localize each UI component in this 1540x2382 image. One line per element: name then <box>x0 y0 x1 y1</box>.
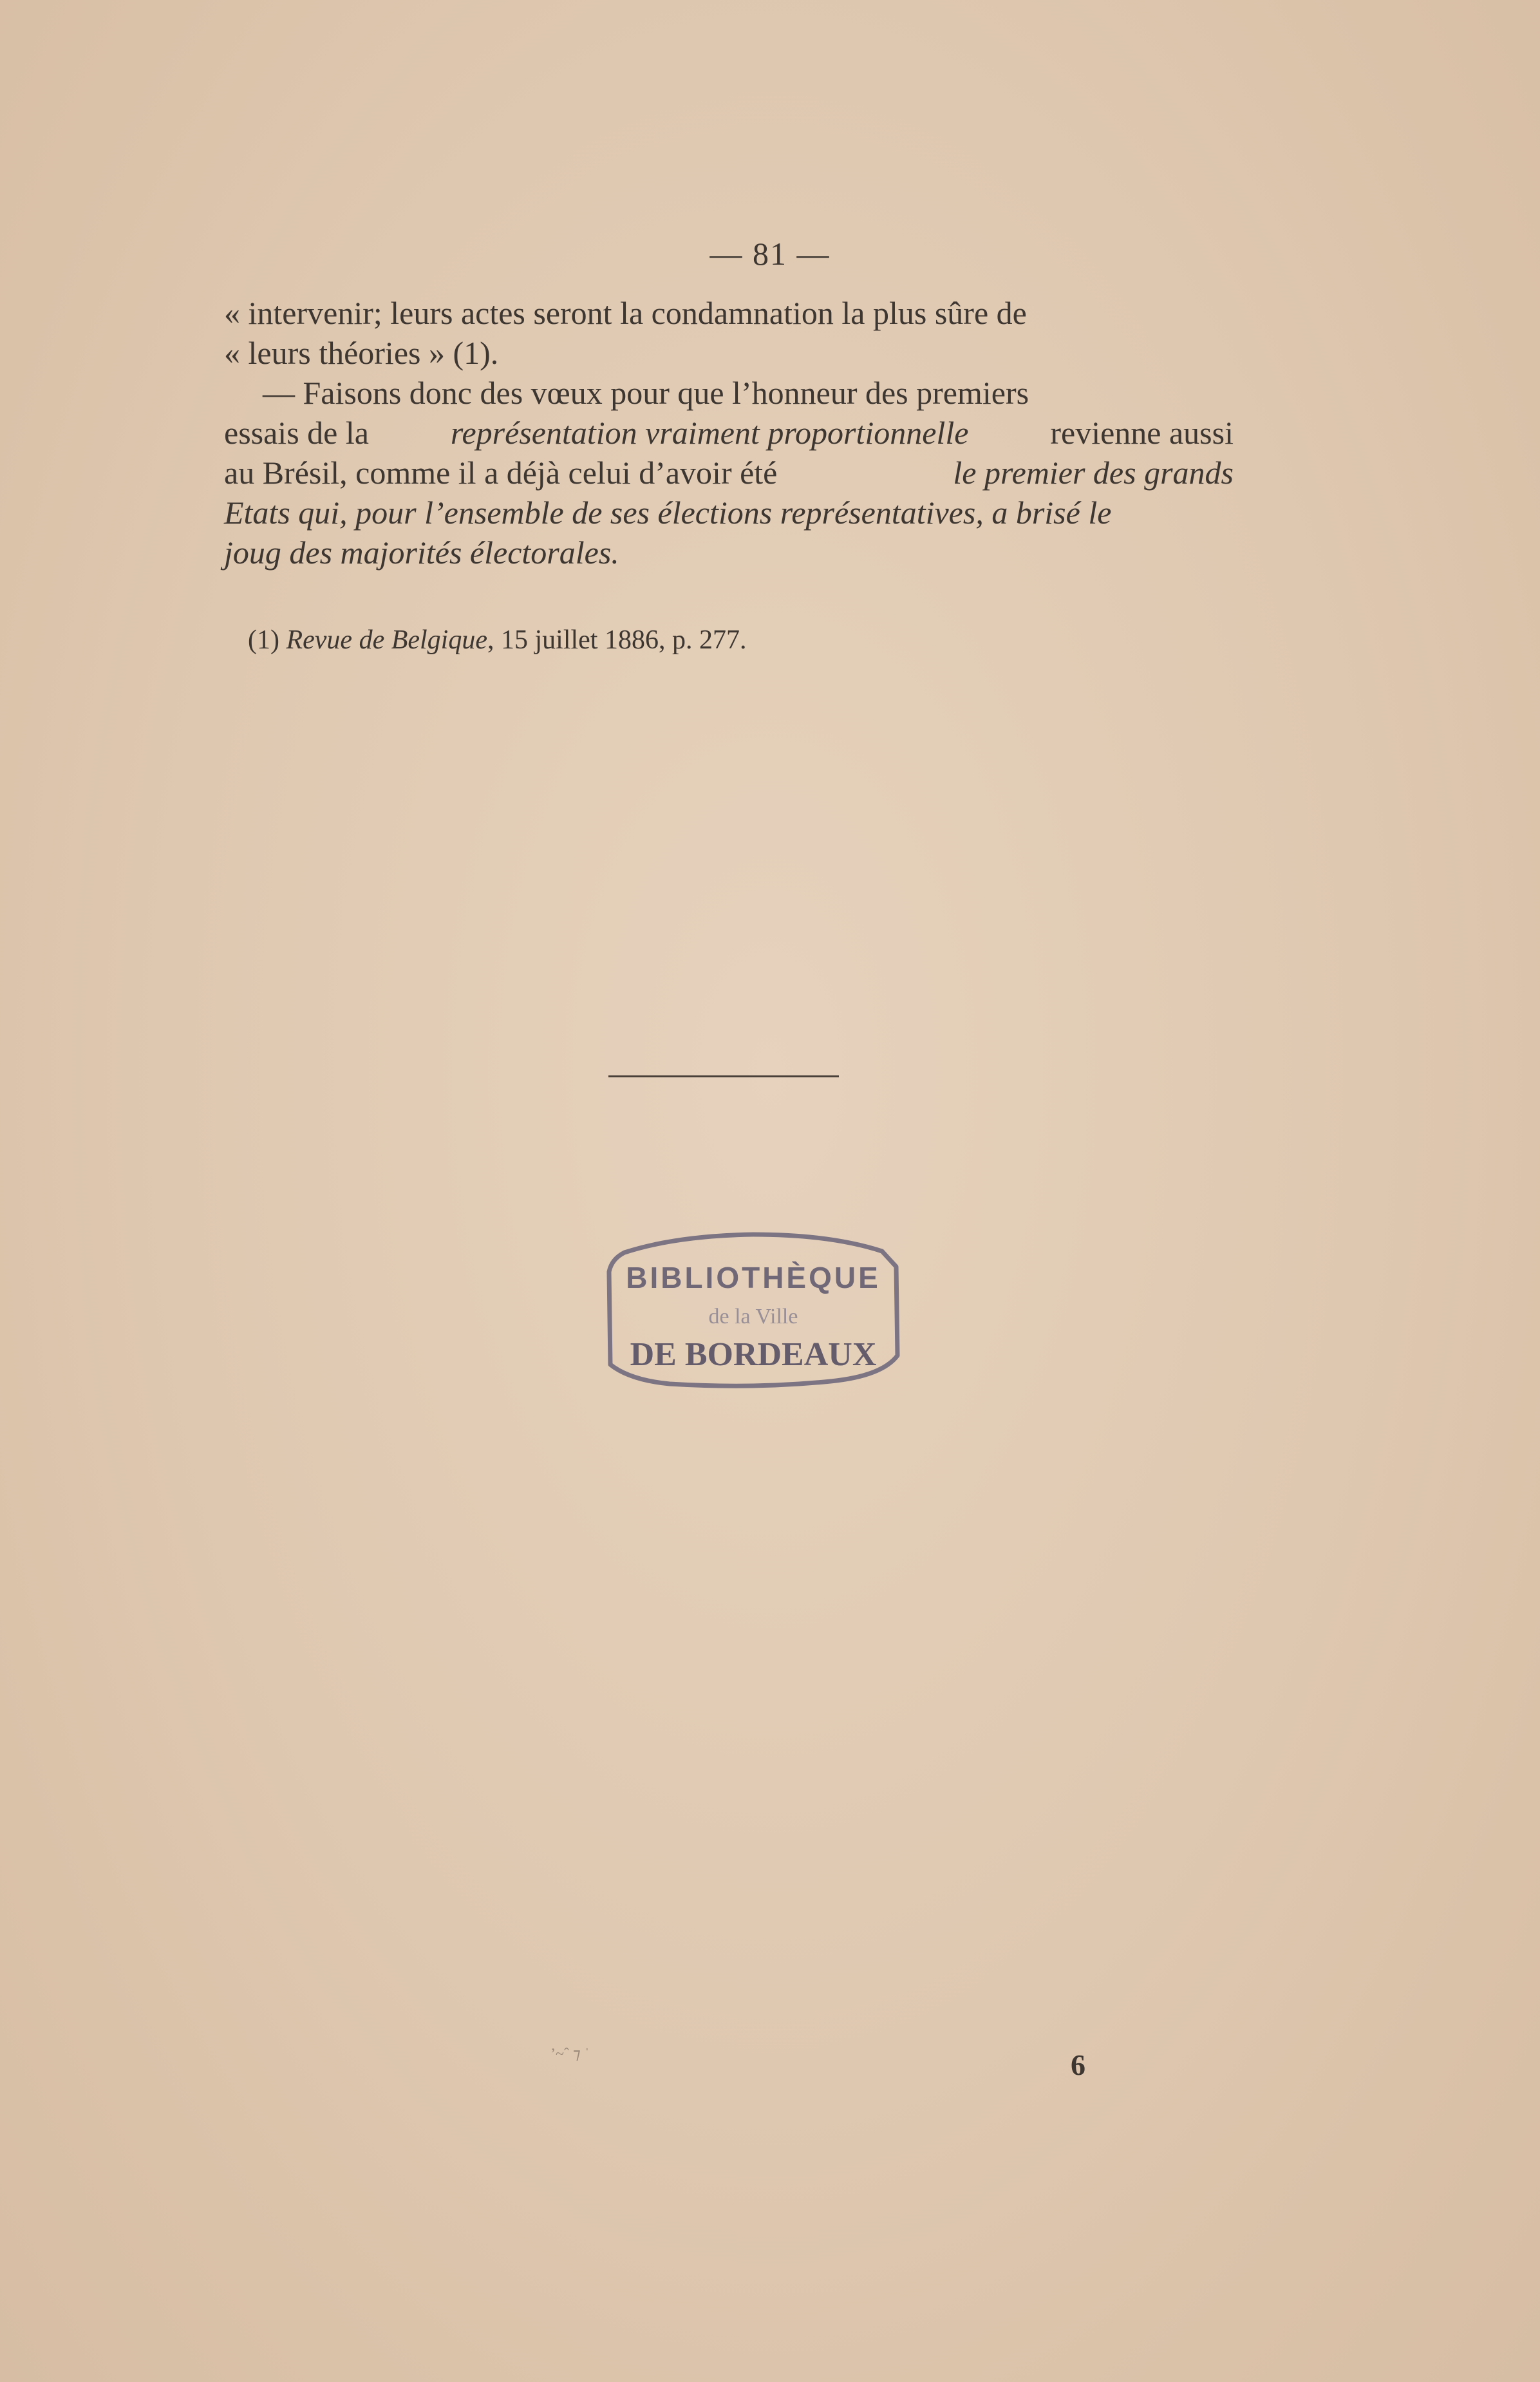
text-line-5 <box>224 453 1234 493</box>
library-stamp <box>599 1227 908 1394</box>
bottom-mark: ʼ~ˆ ⁊ ˈ <box>550 2046 590 2063</box>
page-number: — 81 — <box>709 236 831 272</box>
body-paragraph <box>224 293 1234 572</box>
text-line-5-start: au Brésil, comme il a déjà celui d’avoir été <box>224 455 778 491</box>
text-line-6-italic: Etats qui, pour l’ensemble de ses élections représentatives, a brisé le <box>224 495 1112 531</box>
text-line-6 <box>224 493 1234 533</box>
text-line-1-content: « intervenir; leurs actes seront la condamnation la plus sûre de <box>224 295 1027 331</box>
text-line-5-italic: le premier des grands <box>953 455 1234 491</box>
text-line-4-end: revienne aussi <box>1050 415 1234 451</box>
text-line-4-start: essais de la <box>224 415 369 451</box>
text-line-4 <box>224 413 1234 453</box>
text-line-2 <box>224 333 1234 373</box>
footnote-source: Revue de Belgique <box>286 625 487 655</box>
text-line-7 <box>224 533 1234 572</box>
signature-mark: 6 <box>1071 2048 1085 2081</box>
footnote-rest: , 15 juillet 1886, p. 277. <box>487 625 747 655</box>
footnote-marker: (1) <box>248 625 279 655</box>
stamp-line-1: BIBLIOTHÈQUE <box>626 1261 881 1294</box>
text-line-2-content: « leurs théories » (1). <box>224 335 499 371</box>
text-line-3 <box>224 373 1234 413</box>
text-line-7-italic: joug des majorités électorales. <box>224 534 619 571</box>
stamp-line-3: DE BORDEAUX <box>630 1336 877 1373</box>
stamp-line-2: de la Ville <box>708 1305 798 1328</box>
text-line-4-italic: représentation vraiment proportionnelle <box>450 415 969 451</box>
text-line-3-content: — Faisons donc des vœux pour que l’honneur des premiers <box>263 375 1029 411</box>
footnote <box>248 625 746 656</box>
section-rule <box>608 1075 839 1077</box>
text-line-1 <box>224 293 1234 333</box>
